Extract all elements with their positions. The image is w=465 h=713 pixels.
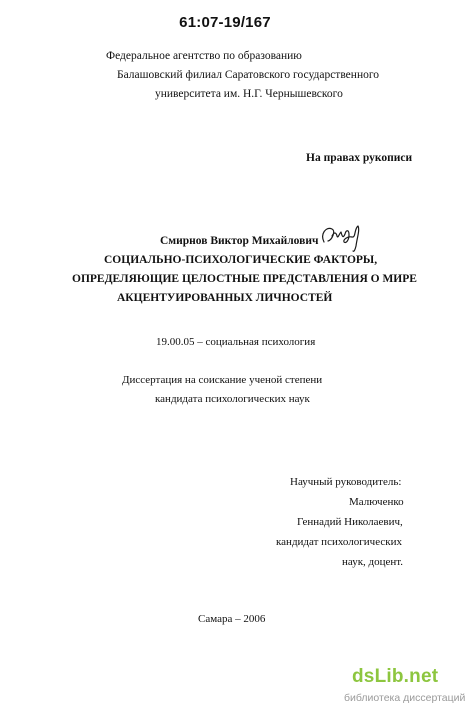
thesis-title-line-3: АКЦЕНТУИРОВАННЫХ ЛИЧНОСТЕЙ <box>117 292 333 304</box>
watermark-subtitle: библиотека диссертаций <box>344 692 465 704</box>
dslib-watermark <box>344 666 465 710</box>
signature-icon <box>318 220 366 254</box>
organization-line-1: Федеральное агентство по образованию <box>106 50 302 62</box>
dissertation-line-1: Диссертация на соискание ученой степени <box>122 374 323 386</box>
organization-line-2: Балашовский филиал Саратовского государственного <box>117 69 380 81</box>
advisor-degree: кандидат психологических <box>276 536 402 548</box>
watermark-logo: dsLib.net <box>352 666 439 687</box>
thesis-title-line-2: ОПРЕДЕЛЯЮЩИЕ ЦЕЛОСТНЫЕ ПРЕДСТАВЛЕНИЯ О МИРЕ <box>72 273 417 285</box>
archive-code: 61:07-19/167 <box>179 14 271 31</box>
author-name: Смирнов Виктор Михайлович <box>160 235 319 247</box>
organization-line-3: университета им. Н.Г. Чернышевского <box>155 88 343 100</box>
place-year: Самара – 2006 <box>198 613 266 625</box>
specialty: 19.00.05 – социальная психология <box>156 336 316 348</box>
rights-note: На правах рукописи <box>306 152 413 164</box>
advisor-name: Геннадий Николаевич, <box>297 516 403 528</box>
advisor-label: Научный руководитель: <box>290 476 402 488</box>
advisor-surname: Малюченко <box>349 496 404 508</box>
advisor-degree-2: наук, доцент. <box>342 556 404 568</box>
dissertation-line-2: кандидата психологических наук <box>155 393 310 405</box>
thesis-title-line-1: СОЦИАЛЬНО-ПСИХОЛОГИЧЕСКИЕ ФАКТОРЫ, <box>104 254 378 266</box>
